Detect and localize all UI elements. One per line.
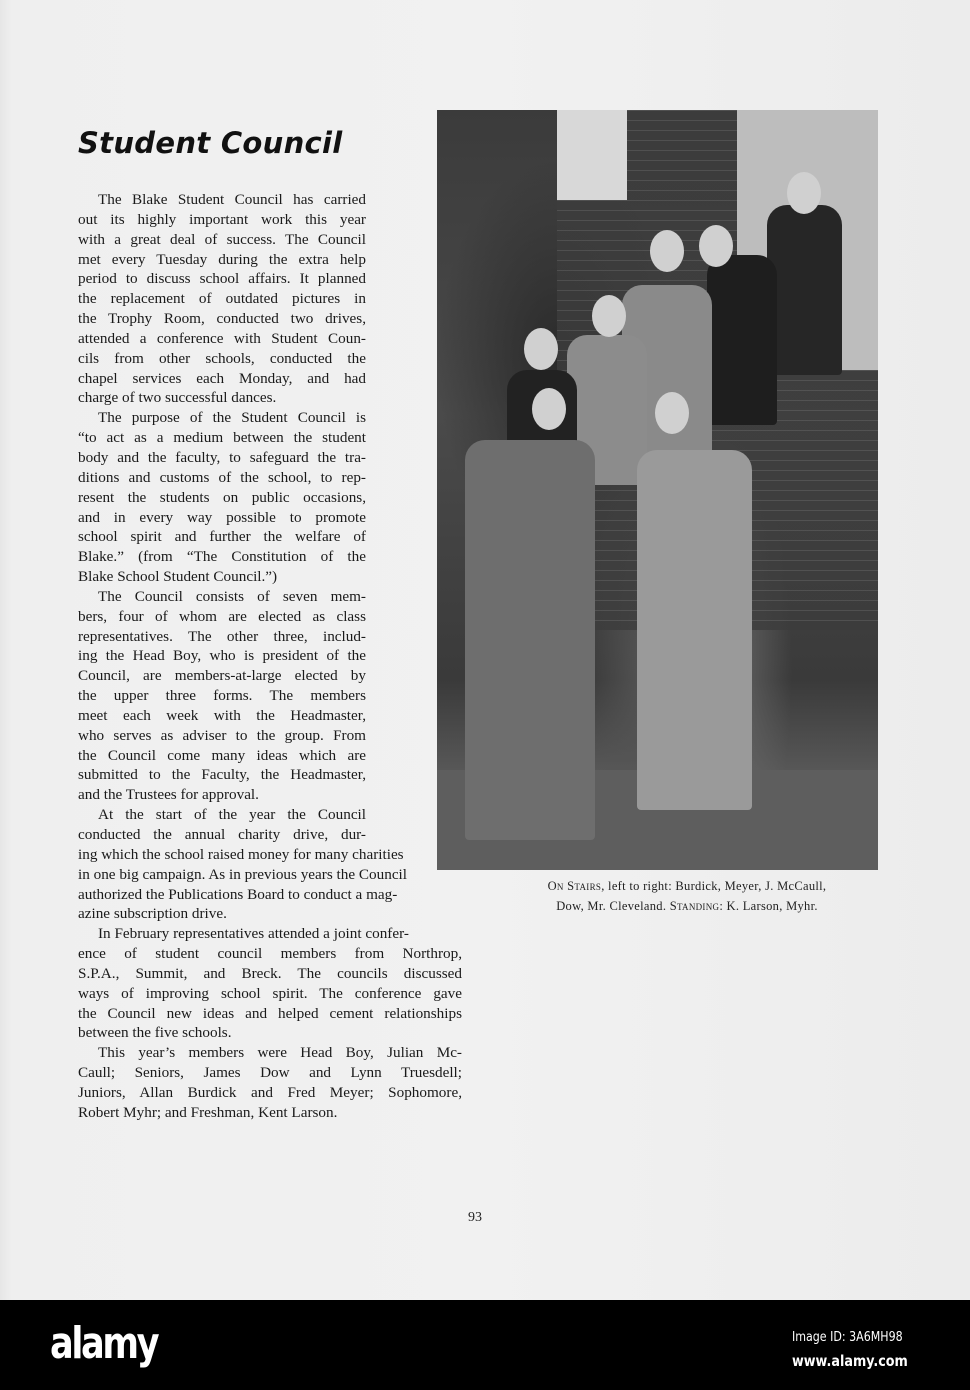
person-head	[532, 388, 566, 430]
text-line: the upper three forms. The members	[78, 687, 366, 705]
window	[557, 110, 627, 200]
text-line: with a great deal of success. The Council	[78, 230, 366, 248]
alamy-logo: alamy	[50, 1318, 158, 1369]
text-line: At the start of the year the Council	[98, 806, 366, 824]
text-line: “to act as a medium between the student	[78, 429, 366, 447]
person-figure	[707, 255, 777, 425]
text-line: meet each week with the Headmaster,	[78, 706, 366, 724]
person-figure	[637, 450, 752, 810]
caption-label: On Stairs,	[547, 879, 605, 893]
text-line: school spirit and further the welfare of	[78, 528, 366, 546]
person-head	[650, 230, 684, 272]
text-line: ing the Head Boy, who is president of the	[78, 647, 366, 665]
article-body	[78, 190, 462, 1123]
text-line: the Council come many ideas which are	[78, 746, 366, 764]
person-head	[787, 172, 821, 214]
text-line: who serves as adviser to the group. From	[78, 726, 366, 744]
text-line: ing which the school raised money for many charities	[78, 845, 404, 863]
text-line: charge of two successful dances.	[78, 389, 277, 407]
text-line: The Council consists of seven mem-	[98, 587, 366, 605]
text-line: conducted the annual charity drive, dur-	[78, 826, 366, 843]
text-line: submitted to the Faculty, the Headmaster,	[78, 766, 366, 784]
text-line: attended a conference with Student Coun-	[78, 329, 366, 347]
page-number: 93	[468, 1210, 482, 1225]
caption-label: Standing:	[669, 899, 724, 913]
text-line: ditions and customs of the school, to rep-	[78, 468, 366, 486]
text-line: between the five schools.	[78, 1024, 232, 1042]
watermark-url: www.alamy.com	[792, 1352, 908, 1370]
text-line: Juniors, Allan Burdick and Fred Meyer; Sophomore,	[78, 1083, 462, 1101]
caption-text: left to right: Burdick, Meyer, J. McCaull,	[604, 879, 827, 893]
text-line: S.P.A., Summit, and Breck. The councils discussed	[78, 964, 462, 982]
person-head	[655, 392, 689, 434]
text-line: Robert Myhr; and Freshman, Kent Larson.	[78, 1103, 338, 1121]
text-line: the Trophy Room, conducted two drives,	[78, 310, 366, 328]
text-line: Blake.” (from “The Constitution of the	[78, 548, 366, 566]
text-line: and the Trustees for approval.	[78, 786, 259, 804]
caption-text: Dow, Mr. Cleveland.	[556, 899, 670, 913]
text-line: cils from other schools, conducted the	[78, 349, 366, 367]
image-id: Image ID: 3A6MH98	[792, 1330, 903, 1345]
text-line: and in every way possible to promote	[78, 508, 366, 526]
text-line: The Blake Student Council has carried	[98, 191, 366, 208]
text-line: This year’s members were Head Boy, Julian Mc-	[98, 1044, 462, 1062]
person-figure	[767, 205, 842, 375]
person-figure	[465, 440, 595, 840]
text-line: the replacement of outdated pictures in	[78, 290, 366, 308]
person-head	[699, 225, 733, 267]
text-line: in one big campaign. As in previous years the Council	[78, 865, 407, 883]
person-head	[524, 328, 558, 370]
text-line: Blake School Student Council.”)	[78, 568, 278, 586]
person-head	[592, 295, 626, 337]
text-line: The purpose of the Student Council is	[98, 409, 366, 427]
page-title: Student Council	[78, 126, 343, 160]
text-line: met every Tuesday during the extra help	[78, 250, 366, 268]
group-photo	[437, 110, 878, 870]
text-line: azine subscription drive.	[78, 905, 227, 923]
watermark-bar	[0, 1300, 970, 1390]
text-line: ways of improving school spirit. The conference gave	[78, 984, 462, 1002]
text-line: In February representatives attended a joint confer-	[98, 925, 409, 943]
text-line: body and the faculty, to safeguard the tra-	[78, 448, 366, 466]
text-line: out its highly important work this year	[78, 210, 366, 228]
text-line: ence of student council members from Northrop,	[78, 945, 462, 963]
text-line: the Council new ideas and helped cement relationships	[78, 1004, 462, 1022]
photo-caption	[480, 876, 894, 916]
text-line: period to discuss school affairs. It planned	[78, 270, 366, 288]
text-line: bers, four of whom are elected as class	[78, 607, 366, 625]
caption-text: K. Larson, Myhr.	[723, 899, 818, 913]
text-line: representatives. The other three, includ-	[78, 627, 366, 645]
text-line: chapel services each Monday, and had	[78, 369, 366, 387]
text-line: Caull; Seniors, James Dow and Lynn Truesdell;	[78, 1064, 462, 1082]
text-line: authorized the Publications Board to conduct a mag-	[78, 885, 398, 903]
text-line: resent the students on public occasions,	[78, 488, 366, 506]
text-line: Council, are members-at-large elected by	[78, 667, 366, 685]
